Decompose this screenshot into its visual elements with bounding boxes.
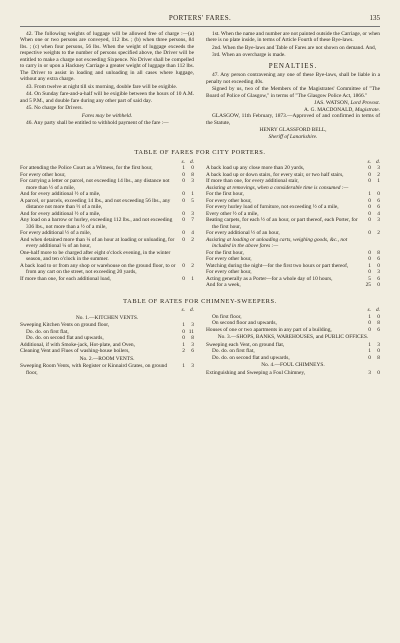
sweep-right-list (206, 314, 380, 376)
fare-description: Beating carpets, for each ½ of an hour, or part thereof, each Porter, for the first hour, (206, 217, 358, 230)
fare-description: Do. do. on second flat and upwards, (26, 335, 104, 342)
section-subheading: No. 3.—SHOPS, BANKS, WAREHOUSES, and PUBLIC OFFICES. (217, 334, 369, 341)
fare-shillings: 0 (368, 171, 371, 178)
fare-shillings: 1 (182, 322, 185, 329)
fare-description: Sweeping each Vent, on ground flat, (206, 341, 285, 348)
sweep-left-list (20, 315, 194, 376)
fare-description: For attending the Police Court as a Witness, for the first hour, (20, 165, 153, 172)
fare-pence: 2 (377, 230, 380, 237)
section-subheading: No. 2.—ROOM VENTS. (79, 355, 135, 362)
fare-shillings: 1 (368, 262, 371, 269)
unit-header: s. d. (367, 307, 380, 314)
fare-description: Do. do. on second flat and upwards, (212, 354, 290, 361)
fares-left-list (20, 165, 194, 282)
fare-pence: 0 (377, 348, 380, 355)
fare-row (20, 363, 194, 376)
fares-right-list (206, 165, 380, 288)
fare-description: For carrying a letter or parcel, not exceeding 14 lbs., any distance not more than ½ of a mile, (20, 178, 170, 191)
fare-shillings: 0 (368, 178, 371, 185)
fare-pence: 0 (377, 369, 380, 376)
section-subheading: No. 4.—FOUL CHIMNEYS. (261, 362, 325, 369)
fare-shillings: 0 (368, 165, 371, 172)
paragraph-46: 46. Any party shall be entitled to withhold payment of the fare :— (26, 120, 169, 127)
fare-pence: 0 (377, 282, 380, 289)
top-right-column (206, 31, 380, 140)
fare-description: For every additional ½ of a mile, (20, 230, 91, 237)
withhold-third: 3rd. When an overcharge is made. (212, 52, 286, 59)
fare-shillings: 1 (368, 341, 371, 348)
fare-pence: 3 (377, 165, 380, 172)
fare-description: Every other ½ of a mile, (206, 210, 259, 217)
fare-row (20, 250, 194, 263)
fare-shillings: 0 (182, 275, 185, 282)
fare-shillings: 0 (182, 191, 185, 198)
fare-pence: 11 (188, 328, 194, 335)
withhold-first: 1st. When the name and number are not painted outside the Carriage, or when there is no plate inside, in terms of Article Fourth of these Bye-laws. (206, 31, 381, 44)
fare-pence: 8 (191, 335, 194, 342)
fare-pence: 2 (191, 236, 194, 243)
fare-pence: 7 (191, 217, 194, 224)
fare-description: And for a week, (206, 282, 241, 289)
signature-provost: JAS. WATSON, Lord Provost. (314, 100, 380, 107)
fare-description: Watching during the night—for the first two hours or part thereof, (206, 262, 349, 269)
fare-shillings: 0 (182, 236, 185, 243)
fare-pence: 4 (191, 230, 194, 237)
fare-pence: 8 (191, 171, 194, 178)
fare-shillings: 0 (182, 230, 185, 237)
fare-description: Do. do. on first flat, (212, 348, 255, 355)
paragraph-45: 45. No charge for Drivers. (26, 105, 83, 112)
fare-pence: 3 (191, 341, 194, 348)
fare-shillings: 3 (368, 369, 371, 376)
signature-magistrate: A. G. MACDONALD, Magistrate. (304, 106, 380, 113)
fare-description: A back load up any close more than 20 yards, (206, 165, 305, 172)
porters-fares-table (20, 159, 380, 289)
fare-description: Additional, if with Smoke-jack, Hot-plate, and Oven, (20, 341, 135, 348)
fare-pence: 1 (191, 191, 194, 198)
fare-pence: 0 (377, 191, 380, 198)
fare-pence: 1 (191, 275, 194, 282)
fare-shillings: 0 (182, 197, 185, 204)
fare-row (20, 178, 194, 191)
fare-pence: 4 (377, 210, 380, 217)
approval-statement: GLASGOW, 11th February, 1873.—Approved of and confirmed in terms of the Statute, (206, 113, 380, 126)
fare-row (20, 348, 194, 354)
fare-shillings: 1 (182, 363, 185, 370)
fare-shillings: 0 (182, 178, 185, 185)
fare-description: For every hurley load of furniture, not exceeding ½ of a mile, (206, 204, 339, 211)
fare-description: Do. do. on first flat, (26, 328, 69, 335)
fare-shillings: 1 (368, 348, 371, 355)
fare-description: Any load on a barrow or hurley, exceeding 112 lbs., and not exceeding 336 lbs., not more than a ½ of a mile, (20, 217, 173, 230)
fare-row (20, 217, 194, 230)
fare-row (206, 355, 380, 361)
fare-shillings: 0 (368, 269, 371, 276)
fares-left-column (20, 159, 194, 289)
fare-pence: 3 (191, 363, 194, 370)
fare-description: For every other hour, (206, 197, 252, 204)
fare-shillings: 0 (368, 197, 371, 204)
fare-pence: 6 (377, 256, 380, 263)
fare-shillings: 1 (368, 191, 371, 198)
fare-shillings: 0 (368, 230, 371, 237)
signed-statement: Signed by us, two of the Members of the Magistrates' Committee of "The Board of Police of Glasgow," in terms of "The Glasgow Police Act, 1866." (206, 86, 380, 99)
fare-shillings: 1 (182, 341, 185, 348)
fare-shillings: 0 (368, 204, 371, 211)
fare-shillings: 0 (368, 320, 371, 327)
paragraph-44: 44. On Sunday fare-and-a-half will be exigible between the hours of 10 A.M. and 5 P.M., and double fare during any other part of said day. (20, 91, 194, 104)
fare-description: Extinguishing and Sweeping a Foul Chimney, (206, 369, 306, 376)
fare-pence: 0 (191, 165, 194, 172)
fare-shillings: 0 (182, 262, 185, 269)
fare-description: Assisting at loading or unloading carts, weighing goods, &c., not included in the above fares :— (206, 236, 348, 250)
fare-shillings: 0 (368, 217, 371, 224)
fare-description: For every other hour, (206, 256, 252, 263)
fare-row (20, 263, 194, 276)
fare-description: And for every additional ½ of a mile, (20, 191, 101, 198)
fare-description: Sweeping Room Vents, with Register or Kinnaird Grates, on ground floor, (20, 363, 168, 376)
chimney-sweepers-title: TABLE OF RATES FOR CHIMNEY-SWEEPERS. (123, 297, 277, 305)
fare-description: Acting generally as a Porter—for a whole day of 10 hours, (206, 275, 333, 282)
top-left-column (20, 31, 194, 140)
fare-description: A back load to or from any shop or warehouse on the ground floor, to or from any cart on the street, not exceeding 20 yards, (20, 262, 176, 276)
fare-shillings: 0 (182, 171, 185, 178)
fare-description: A back load up or down stairs, for every stair, or two half stairs, (206, 171, 344, 178)
fare-row (20, 276, 194, 282)
porters-fares-title: TABLE OF FARES FOR CITY PORTERS. (134, 149, 266, 157)
fare-shillings: 0 (182, 328, 185, 335)
fare-shillings: 25 (365, 282, 371, 289)
fare-pence: 2 (191, 262, 194, 269)
fare-pence: 2 (377, 171, 380, 178)
unit-header: s. d. (367, 158, 380, 165)
page-title: PORTERS' FARES. (168, 14, 232, 22)
fare-shillings: 0 (368, 256, 371, 263)
fare-pence: 0 (377, 313, 380, 320)
fare-pence: 6 (377, 204, 380, 211)
running-header (20, 14, 380, 27)
fare-row (206, 282, 380, 288)
fare-description: A parcel, or parcels, exceeding 14 lbs., and not exceeding 56 lbs., any distance not more than ½ of a mile, (20, 197, 171, 211)
fare-pence: 8 (377, 320, 380, 327)
penalties-heading: PENALTIES. (268, 61, 318, 70)
fare-description: Cleaning Vent and Flues of washing-house boilers, (20, 348, 130, 355)
sweep-left-column (20, 307, 194, 376)
paragraph-42: 42. The following weights of luggage will be allowed free of charge :—(a) When one or two persons are conveyed, 112 lbs. ; (b) when three persons, 84 lbs. ; (c) when four persons, 56 lbs. When the weight of luggage exceeds the respective weights to the number of persons specified above, the Driver will be entitled to make a charge not exceeding Sixpence. No Driver shall be compelled to carry in or upon a Hackney Carriage a greater weight of luggage than 112 lbs. The Driver to assist in loading and unloading in all cases where luggage, without any extra charge. (20, 31, 194, 83)
fare-pence: 6 (191, 348, 194, 355)
fare-pence: 5 (191, 197, 194, 204)
fare-pence: 6 (377, 326, 380, 333)
fare-pence: 8 (377, 354, 380, 361)
page-number: 135 (369, 14, 380, 22)
fare-shillings: 0 (368, 326, 371, 333)
fare-description: Houses of one or two apartments in any part of a building, (206, 326, 332, 333)
fare-description: For every additional ½ of an hour, (206, 230, 280, 237)
fare-pence: 3 (377, 269, 380, 276)
fare-pence: 6 (377, 197, 380, 204)
chimney-sweepers-table (20, 307, 380, 376)
fare-description: And when detained more than ¼ of an hour at loading or unloading, for every additional ¼ of an hour, (20, 236, 175, 250)
fare-pence: 0 (377, 262, 380, 269)
signature-sheriff-name: HENRY GLASSFORD BELL, (259, 127, 327, 134)
fare-description: On second floor and upwards, (212, 320, 277, 327)
fare-shillings: 1 (182, 165, 185, 172)
sweep-right-column (206, 307, 380, 376)
paragraph-43: 43. From twelve at night till six morning, double fare will be exigible. (26, 83, 178, 90)
fare-pence: 8 (377, 249, 380, 256)
fare-pence: 3 (191, 178, 194, 185)
top-section (20, 31, 380, 140)
fare-shillings: 0 (368, 249, 371, 256)
fare-pence: 6 (377, 275, 380, 282)
fare-shillings: 2 (182, 348, 185, 355)
fare-row (20, 198, 194, 211)
fare-row (206, 370, 380, 376)
fare-pence: 3 (191, 210, 194, 217)
fare-description: On first floor, (212, 313, 242, 320)
fare-description: If more than one, for every additional stair, (206, 178, 299, 185)
fare-description: For the first hour, (206, 249, 244, 256)
fare-row (206, 237, 380, 250)
fares-withheld-heading: Fares may be withheld. (81, 112, 133, 119)
fare-shillings: 0 (182, 210, 185, 217)
paragraph-47: 47. Any person contravening any one of these Bye-laws, shall be liable in a penalty not exceeding 40s. (206, 72, 380, 85)
signature-sheriff-role: Sheriff of Lanarkshire. (268, 133, 318, 140)
fare-description: Assisting at removings, when a considerable time is consumed :— (206, 184, 349, 191)
fares-right-column (206, 159, 380, 289)
fare-description: For every other hour, (20, 171, 66, 178)
fare-pence: 3 (377, 217, 380, 224)
fare-description: One-half more to be charged after eight o'clock evening, in the winter season, and ten o'clock in the summer. (20, 249, 171, 263)
fare-pence: 1 (377, 178, 380, 185)
fare-row (20, 237, 194, 250)
fare-shillings: 1 (368, 313, 371, 320)
fare-shillings: 0 (182, 335, 185, 342)
unit-header: s. d. (181, 158, 194, 165)
unit-header: s. d. (181, 307, 194, 314)
fare-pence: 3 (377, 341, 380, 348)
fare-shillings: 0 (368, 210, 371, 217)
fare-description: Sweeping Kitchen Vents on ground floor, (20, 322, 110, 329)
fare-description: If more than one, for each additional load, (20, 275, 111, 282)
fare-shillings: 0 (182, 217, 185, 224)
fare-shillings: 0 (368, 354, 371, 361)
fare-shillings: 5 (368, 275, 371, 282)
fare-description: For the first hour, (206, 191, 244, 198)
withhold-second: 2nd. When the Bye-laws and Table of Fares are not shown on demand. And, (212, 44, 377, 51)
fare-row (206, 327, 380, 333)
fare-row (206, 217, 380, 230)
fare-description: For every other hour, (206, 269, 252, 276)
section-subheading: No. 1.—KITCHEN VENTS. (75, 314, 139, 321)
fare-pence: 3 (191, 322, 194, 329)
fare-description: And for every additional ½ of a mile, (20, 210, 101, 217)
